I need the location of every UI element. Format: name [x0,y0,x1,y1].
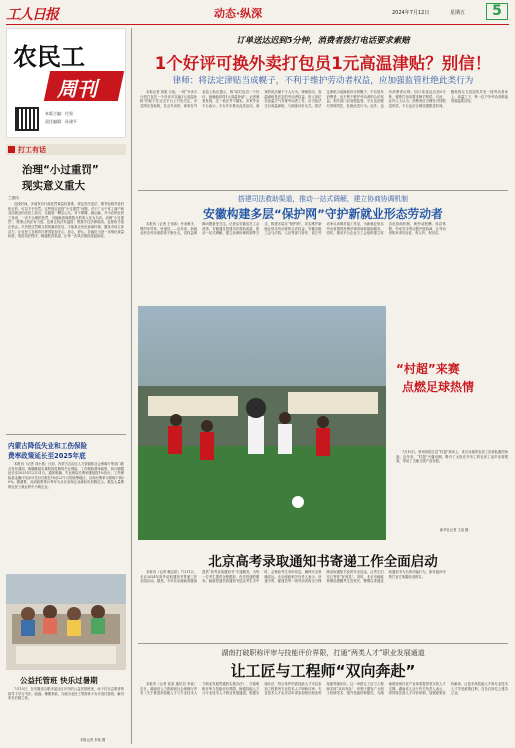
talk-author: 兰建伟 [8,196,19,200]
lead-body-text: 本报记者 刘旭 日前，一则“外卖平台给打包员一个好评可以换1元高温补贴”的帖子在社交平台上引发关注。多名网友发帖称，在点外卖时，商家在外卖袋上贴出提示，称“给打包员一个好评，她就能获得1元高温补贴”。记者调查发现，这一说法并不属实。多家外卖平台表示，平台并未推出此类活动，商家的说法属于个人行为。律师指出，高温津贴是法定的劳动者权益，用人单位在高温天气安排劳动者工作，应当依法支付高温津贴，与顾客评价无关。将法定津贴当成换取好评的幌子，不仅误导消费者，也不利于维护劳动者的合法权益。相关部门应加强监管，平台也应履行管理责任，杜绝此类行为。此外，也有消费者反映，因订单送达迟到5分钟，便拨打电话要求骑手赔偿。对此，业内人士认为，消费者应当理性对待配送时效，平台也应合理设置配送时间，避免将压力层层传导至一线劳动者身上。高温之下，每一位户外劳动者都值得被温柔以待。 [140,90,508,108]
talk-header: 打工有话 [18,146,46,154]
photo-caption-text: 7月10日，贵州省榕江县“村超”赛场上，来自各地的农民工足球队激烈角逐。近年来，“村超”火爆出圈，吸引了大批在外务工的农民工返乡参赛观赛，带动了当地文旅产业发展。 [396,450,508,464]
bottom-title: 公益托管班 快乐过暑期 [20,676,98,685]
talk-title-2: 现实意义重大 [22,180,85,192]
talk-body [8,202,124,430]
sidebar-divider-1 [6,434,126,435]
photo-caption [396,450,508,522]
story4-body [140,682,508,744]
story2-kicker: 搭建司法救助渠道，推动一站式调解，建立协商协调机制 [238,195,408,203]
lead-kicker: 订单送达迟到5分钟，消费者拨打电话要求索赔 [236,35,410,45]
bottom-credit: 本报记者 李某 摄 [80,738,106,742]
talk-title-1: 治理“小过重罚” [22,164,99,176]
page-number-value: 5 [492,3,502,19]
story3-body [140,570,508,640]
story2-body-text: 本报讯（记者 王伟伟）外卖骑手、网约车司机、快递员……近年来，新就业形态劳动者群体不断壮大，其权益保障问题备受关注。记者从安徽省总工会获悉，安徽通过搭建司法救助渠道、推动一站式调解、建立协商协调机制等方式，构建多层次“保护网”，切实维护新就业形态劳动者的合法权益。安徽各级工会与法院、人社等部门协作，设立劳动争议诉调对接工作室，为新就业形态劳动者提供免费法律咨询和援助服务。同时，推动平台企业与工会组织建立常态化协商机制，就劳动报酬、休息休假、劳动安全等议题开展协商，让劳动者的诉求有处说、有人听、有回应。 [140,222,446,236]
story3-divider [138,643,508,644]
story4-kicker: 湖南打破职称评审与技能评价界限，打通“两类人才”职业发展通道 [221,649,425,657]
daycare-photo-art [6,574,126,670]
qr-code [15,107,39,131]
issue-weekday: 星期五 [450,10,466,16]
column-separator [131,28,132,744]
page-number [486,3,508,20]
masthead [0,0,515,24]
editor-line-2: 责任编辑：孙建平 [45,119,77,124]
column-logo [6,28,126,138]
photo-credit: 新华社记者 王某 摄 [440,528,469,532]
inner-title-1: 内蒙古降低失业和工伤保险 [8,442,88,450]
talk-header-icon [8,146,15,153]
issue-date: 2024年7月12日 [392,10,430,16]
football-photo [138,306,386,540]
talk-header-bar [6,144,126,155]
talk-body-text: 近段时间，多地发布行政处罚裁量权基准，规定首次违法、情节轻微并及时纠正的，可以不予处罚。这些规定直指“小过重罚”问题，对于广大个体工商户和灵活就业的农民工而言，无疑是一颗定心丸。对于摆摊、跑运输、开小店的农民工来说，一次不合理的处罚，可能就意味着数月的收入化为乌有。治理“小过重罚”，既要让执法有力度，也要让执法有温度；既要守住法律底线，也要给予改正机会。只有把过罚相当原则落到实处，才能真正优化营商环境，激发市场主体活力，让农民工在城市打拼得更加安心、放心、舒心。各地应当进一步细化裁量标准，规范执法程序，畅通救济渠道，让每一次执法都经得起检验。 [8,202,124,239]
masthead-rule [6,24,509,25]
photo-title-2: 点燃足球热情 [402,380,475,394]
lead-title: 1个好评可换外卖打包员1元高温津贴？别信！ [154,54,492,73]
lead-subtitle: 律师：将法定津贴当成幌子，不利于维护劳动者权益，应加强监管杜绝此类行为 [172,76,474,86]
column-title: 农民工 [13,43,85,71]
bottom-body-text: 7月10日，在安徽省合肥市某社区开办的公益托管班里，孩子们在志愿者的指导下学习书法、绘画。暑期来临，当地为农民工等群体子女开设托管班，解决家长后顾之忧。 [8,687,124,701]
story2-title: 安徽构建多层“保护网”守护新就业形态劳动者 [203,207,443,221]
lead-divider [138,190,508,191]
story3-title: 北京高考录取通知书寄递工作全面启动 [208,554,438,570]
photo-title-1: “村超”来赛 [396,362,460,376]
lead-body [140,90,508,188]
story4-title: 让工匠与工程师“双向奔赴” [230,662,416,680]
bottom-body [8,687,124,735]
editor-line-1: 本版主编：付坚 [45,111,73,116]
daycare-photo [6,574,126,670]
paper-logo: 工人日报 [6,7,58,23]
story4-body-text: 本报讯（记者 张某 通讯员 李某）近日，湖南省人力资源和社会保障厅印发《关于推进高技能人才与专业技术人才职业发展贯通的实施办法》，打破职称评审与技能评价界限，畅通技能人才与专业技术人才职业发展通道。根据实施办法，符合条件的高技能人才可以参加工程系列专业技术人才职称评审，专业技术人才也可以申请参加相应职业的技能等级评价。这一举措让工匠与工程师实现“双向奔赴”，有利于激发广大职工钻研技术、提升技能的积极性，为湖南建设现代化产业体系提供坚实的人才支撑。湖南省人社厅有关负责人表示，将持续完善人才评价机制，加强政策宣传解读，让更多高技能人才和专业技术人才享受政策红利，在各自岗位上建功立业。 [140,682,508,696]
column-sub: 周刊 [57,77,97,101]
inner-body [8,462,124,570]
inner-body-text: 本报讯（记者 刘小燕）日前，内蒙古自治区人力资源和社会保障厅等部门联合发布通知，明确继续实施阶段性降低失业保险、工伤保险费率政策，执行期限延长至2025年12月31日。通知明确，失业保险总费率继续按1%执行，工伤保险基金累计结余可支付月数在18至23个月的统筹地区，以现行费率为基础下调20%。据测算，此项政策预计每年为全区参保企业减轻负担数亿元，惠及大量吸纳农民工就业的中小微企业。 [8,462,124,489]
inner-title-2: 费率政策延长至2025年底 [8,452,86,460]
story2-body [140,222,508,304]
story3-body-text: 本报讯（记者 赖志凯）7月11日，北京2024年高考录取通知书寄递工作全面启动。据悉，今年北京邮政将继续提供“高考录取通知书”专递服务，为每一位考生提供全程跟踪、优先投递的服务。邮政投递员将通知书送达考生手中时，会核验考生身份信息，确保安全准确送达。北京邮政相关负责人表示，快递小哥、邮递员等一线劳动者将全力保障录取通知书及时安全送达，让考生们安心等待“好消息”。同时，北京市邮政管理局提醒考生及家长，警惕以寄递录取通知书为名的诈骗行为，如有疑问可拨打官方客服电话核实。 [140,570,446,584]
football-photo-art [138,306,386,540]
section-title: 动态·纵深 [214,7,263,20]
